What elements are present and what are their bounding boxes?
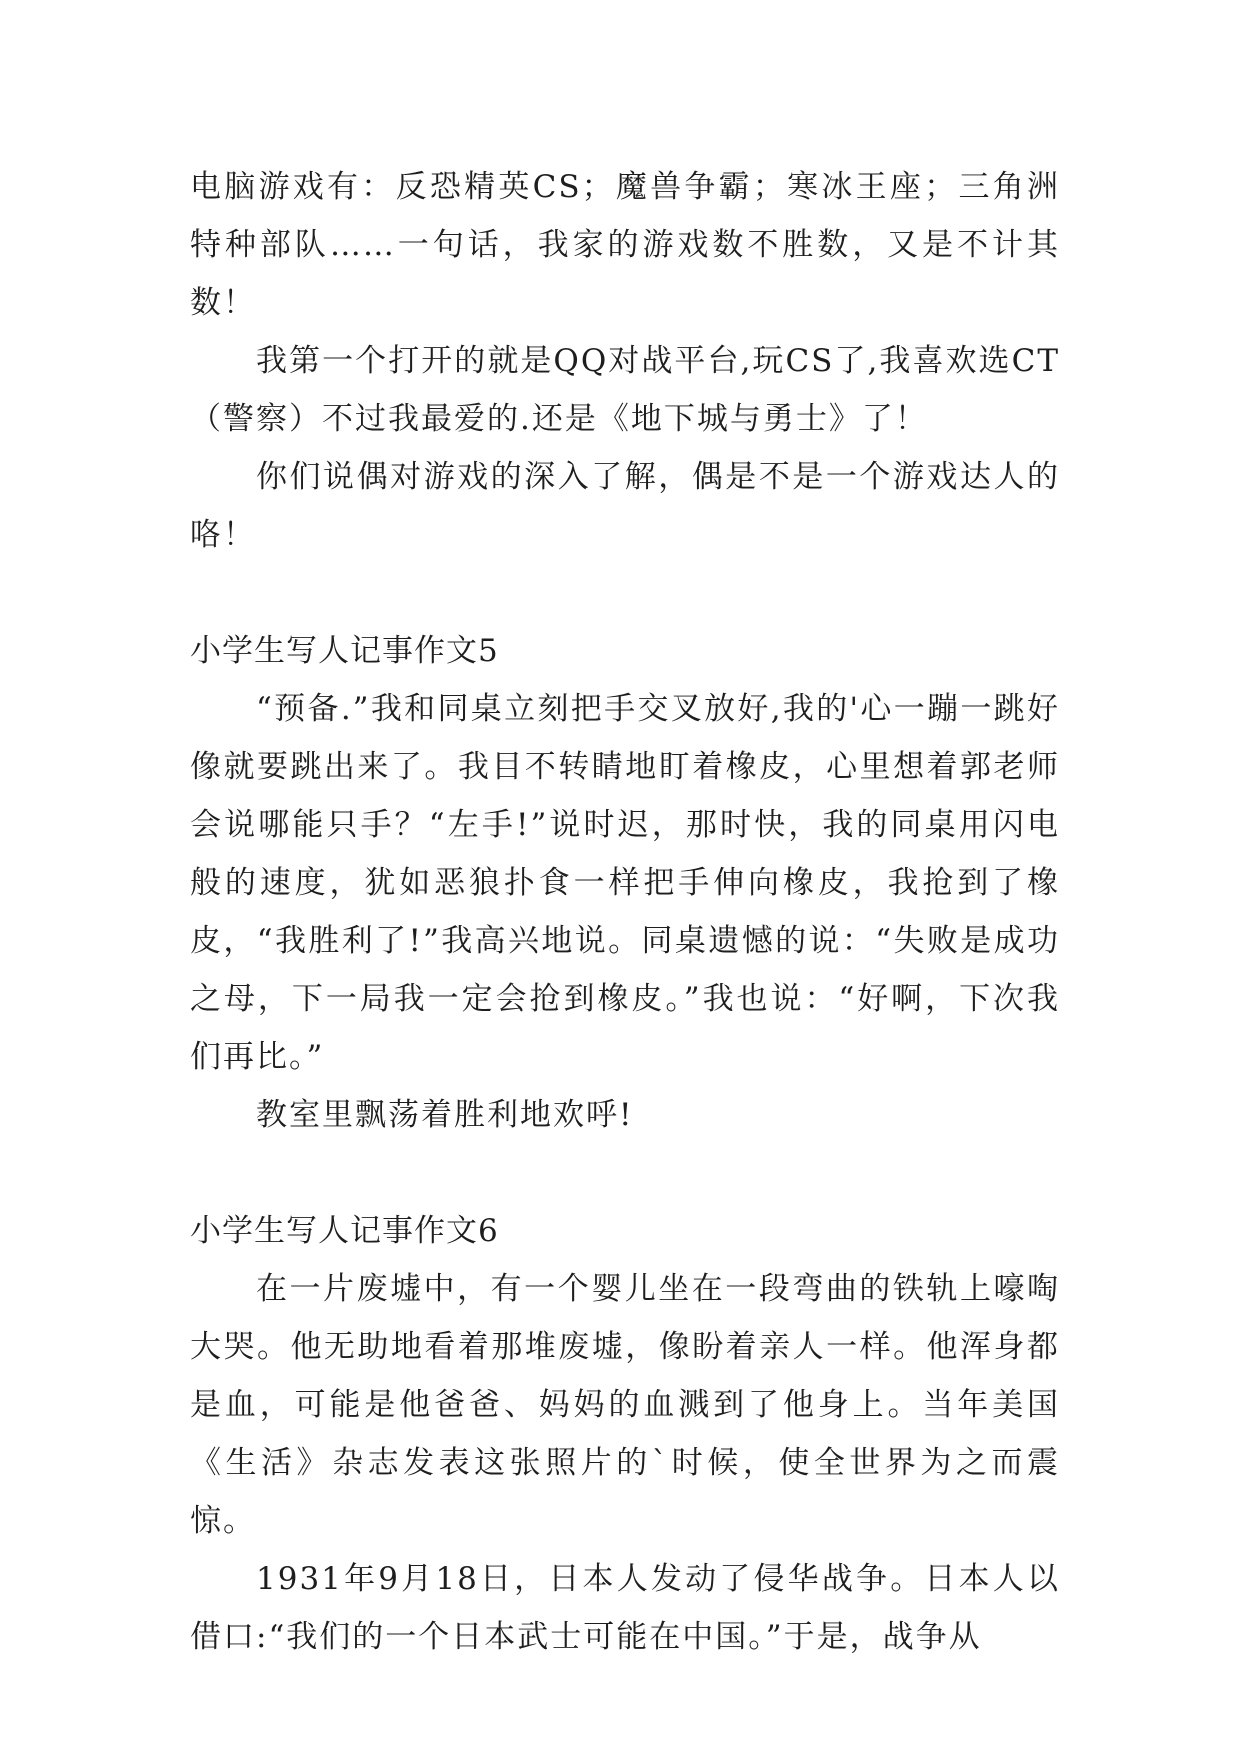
paragraph: “预备.”我和同桌立刻把手交叉放好,我的'心一蹦一跳好像就要跳出来了。我目不转睛地盯着橡皮，心里想着郭老师会说哪能只手？“左手!”说时迟，那时快，我的同桌用闪电般的速度，犹如恶狼扑食一样把手伸向橡皮，我抢到了橡皮，“我胜利了!”我高兴地说。同桌遗憾的说：“失败是成功之母，下一局我一定会抢到橡皮。”我也说：“好啊，下次我们再比。” [190, 691, 1060, 1075]
paragraph: 电脑游戏有：反恐精英CS；魔兽争霸；寒冰王座；三角洲特种部队……一句话，我家的游戏数不胜数，又是不计其数！ [190, 169, 1060, 321]
section-heading: 小学生写人记事作文5 [190, 633, 499, 669]
paragraph: 1931年9月18日，日本人发动了侵华战争。日本人以借口:“我们的一个日本武士可能在中国。”于是，战争从 [190, 1561, 1060, 1655]
paragraph: 在一片废墟中，有一个婴儿坐在一段弯曲的铁轨上嚎啕大哭。他无助地看着那堆废墟，像盼着亲人一样。他浑身都是血，可能是他爸爸、妈妈的血溅到了他身上。当年美国《生活》杂志发表这张照片的`时候，使全世界为之而震惊。 [190, 1271, 1060, 1539]
paragraph: 我第一个打开的就是QQ对战平台,玩CS了,我喜欢选CT（警察）不过我最爱的.还是《地下城与勇士》了！ [190, 343, 1060, 437]
document-body [190, 158, 1060, 1666]
section-spacer [190, 564, 1060, 622]
section-spacer [190, 1144, 1060, 1202]
paragraph: 教室里飘荡着胜利地欢呼! [256, 1097, 634, 1133]
paragraph: 你们说偶对游戏的深入了解，偶是不是一个游戏达人的咯！ [190, 459, 1060, 553]
section-heading: 小学生写人记事作文6 [190, 1213, 499, 1249]
